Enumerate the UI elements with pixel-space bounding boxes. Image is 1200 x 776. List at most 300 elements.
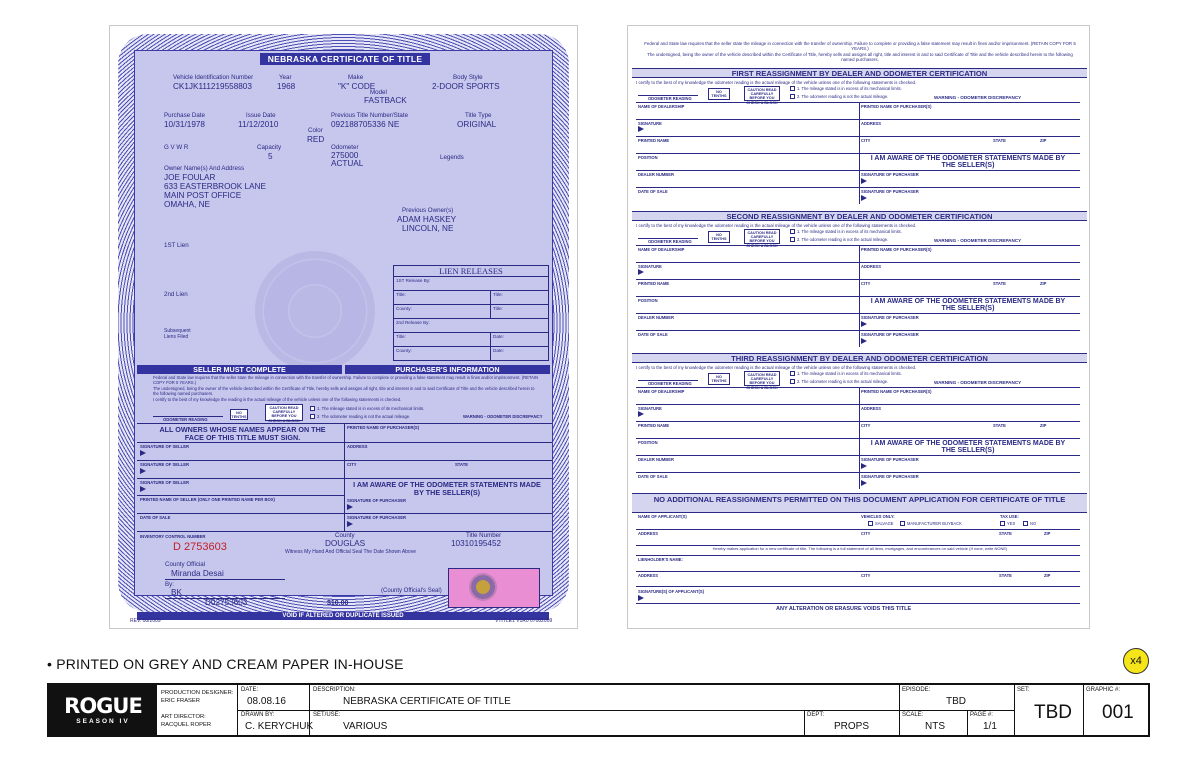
- control-number: D02753603: [205, 598, 248, 607]
- lien-row: [394, 319, 548, 333]
- previous-owner-label: Previous Owner(s): [402, 207, 454, 214]
- statement-2-text: 2. The odometer reading is not the actual mileage.: [797, 237, 889, 242]
- reassignment-header: FIRST REASSIGNMENT BY DEALER AND ODOMETER CERTIFICATION: [632, 68, 1087, 78]
- capacity-value: 5: [268, 152, 273, 161]
- divider: [636, 404, 1080, 405]
- sign-arrow-icon: [347, 521, 353, 527]
- purchaser-header: PURCHASER'S INFORMATION: [345, 365, 550, 374]
- statement-1-checkbox[interactable]: [310, 406, 315, 411]
- signature-purchaser-label: SIGNATURE OF PURCHASER: [347, 498, 407, 503]
- sign-arrow-icon: [861, 338, 867, 344]
- position-label: POSITION: [638, 440, 658, 445]
- divider: [636, 455, 1080, 456]
- zip-label: ZIP: [1040, 138, 1047, 143]
- divider: [859, 102, 860, 204]
- divider: [967, 710, 968, 735]
- signature-purchaser-label-2: SIGNATURE OF PURCHASER: [347, 515, 407, 520]
- caution-box: CAUTION READ CAREFULLY BEFORE YOU: [744, 371, 780, 386]
- divider: [636, 262, 1080, 263]
- form-code: VTITLE1 V1R0 07082009: [495, 618, 553, 624]
- lien-row: [394, 277, 548, 291]
- title-number-label: Title Number: [466, 532, 502, 539]
- legends-label: Legends: [440, 154, 464, 161]
- divider: [636, 586, 1080, 587]
- previous-title-value: 092188705336 NE: [331, 120, 400, 129]
- statement-2-checkbox[interactable]: [790, 379, 795, 384]
- statement-1-text: 1. The mileage stated is in excess of its mechanical limits.: [797, 229, 902, 234]
- inventory-number: D 2753603: [173, 541, 227, 553]
- statement-2: [310, 414, 410, 419]
- divider: [636, 472, 1080, 473]
- divider: [137, 495, 344, 496]
- printed-name-label: PRINTED NAME: [638, 138, 670, 143]
- county-official-label: County Official: [165, 561, 206, 568]
- divider: [636, 387, 1080, 388]
- odometer-value: 275000: [331, 151, 359, 160]
- description-value: NEBRASKA CERTIFICATE OF TITLE: [343, 696, 511, 707]
- odometer-reading-label: ODOMETER READING: [648, 96, 692, 101]
- previous-title-label: Previous Title Number/State: [331, 112, 409, 119]
- owner-label: Owner Name(s) And Address: [164, 165, 245, 172]
- sign-arrow-icon: [638, 126, 644, 132]
- no-text: NO: [1030, 521, 1037, 526]
- lien-cell: Title:: [490, 305, 505, 318]
- lien-city-label: CITY: [861, 573, 871, 578]
- statement-2-text: 2. The odometer reading is not the actual mileage.: [317, 414, 411, 419]
- address-label: ADDRESS: [347, 444, 368, 449]
- application-header: NO ADDITIONAL REASSIGNMENTS PERMITTED ON THIS DOCUMENT APPLICATION FOR CERTIFICATE OF TITLE: [632, 493, 1087, 513]
- divider: [137, 478, 552, 479]
- sign-arrow-icon: [638, 411, 644, 417]
- inventory-label: INVENTORY CONTROL NUMBER: [140, 534, 206, 539]
- statement-1-text: 1. The mileage stated is in excess of its mechanical limits.: [317, 406, 425, 411]
- signature-purchaser-label: SIGNATURE OF PURCHASER: [861, 315, 919, 320]
- previous-owner-line-1: ADAM HASKEY: [397, 215, 457, 224]
- set-use-value: VARIOUS: [343, 721, 388, 732]
- signature-purchaser-label: SIGNATURE OF PURCHASER: [861, 332, 919, 337]
- statement-1-text: 1. The mileage stated is in excess of its mechanical limits.: [797, 371, 902, 376]
- owner-line-4: OMAHA, NE: [164, 200, 210, 209]
- divider: [636, 571, 1080, 572]
- statement-2-text: 2. The odometer reading is not the actual mileage.: [797, 379, 889, 384]
- signature-label: SIGNATURE: [638, 121, 662, 126]
- statement-2-checkbox[interactable]: [790, 94, 795, 99]
- set-value: TBD: [1034, 702, 1072, 723]
- signature-line: [165, 579, 285, 580]
- no-checkbox[interactable]: [1023, 521, 1028, 526]
- dealer-number-label: DEALER NUMBER: [638, 457, 674, 462]
- divider: [636, 170, 1080, 171]
- signature-seller-label-2: SIGNATURE OF SELLER: [140, 462, 190, 467]
- make-label: Make: [348, 74, 364, 81]
- printed-name-purchaser-label: PRINTED NAME OF PURCHASER(S): [347, 425, 420, 430]
- state-label: STATE: [993, 138, 1006, 143]
- printed-name-purchaser-label: PRINTED NAME OF PURCHASER(S): [861, 247, 932, 252]
- signature-label: SIGNATURE: [638, 406, 662, 411]
- signature-purchaser-label: SIGNATURE OF PURCHASER: [861, 457, 919, 462]
- city-label: CITY: [861, 423, 871, 428]
- applicant-zip-label: ZIP: [1044, 531, 1051, 536]
- sign-arrow-icon: [861, 463, 867, 469]
- lien-cell: Date:: [490, 347, 506, 361]
- sign-arrow-icon: [638, 269, 644, 275]
- back-intro-1: Federal and State law requires that the seller state the mileage in connection with the transfer of ownership. Failure to complete or providing a false statement may result in fines and/or imprisonment. (RETAIN COPY FOR 5 YEARS.): [644, 41, 1076, 52]
- drawn-by-label: DRAWN BY:: [241, 712, 275, 718]
- printing-note: • PRINTED ON GREY AND CREAM PAPER IN-HOUSE: [47, 656, 404, 672]
- state-label: STATE: [993, 281, 1006, 286]
- vehicles-only-label: VEHICLES ONLY:: [861, 514, 895, 519]
- dealer-number-label: DEALER NUMBER: [638, 172, 674, 177]
- divider: [636, 136, 1080, 137]
- odometer-status: ACTUAL: [331, 159, 364, 168]
- divider: [636, 187, 1080, 188]
- subsequent-liens-label-1: Subsequent: [164, 328, 191, 334]
- divider: [636, 313, 1080, 314]
- sign-arrow-icon: [861, 480, 867, 486]
- sign-arrow-icon: [638, 595, 644, 601]
- warning-text: WARNING - ODOMETER DISCREPANCY: [934, 238, 1022, 243]
- statement-2: [790, 379, 888, 384]
- county-seal-label: (County Official's Seal): [381, 588, 442, 594]
- body-style-label: Body Style: [453, 74, 483, 81]
- purchase-date-label: Purchase Date: [164, 112, 205, 119]
- witness-text: Witness My Hand And Official Seal The Date Shown Above: [285, 549, 416, 555]
- divider: [1083, 685, 1084, 735]
- fee-value: $10.00: [327, 600, 349, 607]
- owner-line-1: JOE FOULAR: [164, 173, 216, 182]
- title-front-panel: [134, 50, 553, 619]
- divider: [636, 296, 1080, 297]
- owner-line-2: 633 EASTERBROOK LANE: [164, 182, 266, 191]
- statement-1: [310, 406, 424, 411]
- printed-name-label: PRINTED NAME: [638, 281, 670, 286]
- zip-label: ZIP: [1040, 281, 1047, 286]
- lien-address-label: ADDRESS: [638, 573, 659, 578]
- page-value: 1/1: [983, 721, 997, 732]
- statement-1: [790, 86, 902, 91]
- issue-date-label: Issue Date: [246, 112, 276, 119]
- city-label: CITY: [861, 138, 871, 143]
- divider: [636, 330, 1080, 331]
- divider: [636, 555, 1080, 556]
- description-label: DESCRIPTION:: [313, 687, 356, 693]
- salvage-checkbox[interactable]: [868, 521, 873, 526]
- divider: [636, 529, 1080, 530]
- caution-box: CAUTION READ CAREFULLY BEFORE YOU: [744, 229, 780, 244]
- lien-cell: 1ST Release By:: [396, 278, 431, 283]
- issue-date-value: 11/12/2010: [238, 120, 279, 129]
- no-tenths-box: NO TENTHS: [708, 88, 730, 100]
- statement-2: [790, 94, 888, 99]
- address-label: ADDRESS: [861, 121, 882, 126]
- lien-state-label: STATE: [999, 573, 1012, 578]
- city-label: CITY: [347, 462, 357, 467]
- divider: [344, 423, 345, 531]
- nebraska-map-seal: [448, 568, 540, 608]
- year-label: Year: [279, 74, 292, 81]
- city-label: CITY: [861, 281, 871, 286]
- date-label: DATE:: [241, 687, 259, 693]
- warning-text: WARNING - ODOMETER DISCREPANCY: [463, 414, 543, 419]
- yes-text: YES: [1007, 521, 1016, 526]
- void-notice-back: ANY ALTERATION OR ERASURE VOIDS THIS TITLE: [776, 606, 912, 612]
- lien-cell: Title:: [490, 291, 505, 304]
- dealership-label: NAME OF DEALERSHIP: [638, 104, 685, 109]
- warning-text: WARNING - ODOMETER DISCREPANCY: [934, 95, 1022, 100]
- all-owners-notice: ALL OWNERS WHOSE NAMES APPEAR ON THE FACE OF THIS TITLE MUST SIGN.: [159, 425, 326, 442]
- divider: [237, 710, 1014, 711]
- back-intro-2: The undersigned, being the owner of the vehicle described within the Certificate of Title, hereby sells and assigns all right, title and interest in and to said Certificate of Title and the vehicle described herein to the following named purchasers.: [647, 52, 1073, 63]
- drawn-by-value: C. KERYCHUK: [245, 721, 314, 732]
- year-value: 1968: [277, 82, 296, 91]
- no-option: [1023, 521, 1036, 526]
- production-designer-value: ERIC FRASER: [161, 698, 200, 704]
- by-value: BK: [171, 588, 182, 597]
- no-tenths-box: NO TENTHS: [708, 231, 730, 243]
- statement-1-checkbox[interactable]: [790, 371, 795, 376]
- odometer-reading-label: ODOMETER READING: [648, 239, 692, 244]
- statement-1: [790, 229, 902, 234]
- body-style-value: 2-DOOR SPORTS: [432, 82, 500, 91]
- state-seal-watermark: [255, 251, 375, 371]
- signature-seller-label-1: SIGNATURE OF SELLER: [140, 444, 190, 449]
- seller-header: SELLER MUST COMPLETE: [137, 365, 342, 374]
- previous-owner-line-2: LINCOLN, NE: [402, 224, 454, 233]
- caution-box: CAUTION READ CAREFULLY BEFORE YOU CHECK A BLOCK: [265, 404, 303, 421]
- applicant-address-label: ADDRESS: [638, 531, 659, 536]
- logo-main: ROGUE: [64, 694, 142, 718]
- statement-1-checkbox[interactable]: [790, 86, 795, 91]
- signature-applicants-label: SIGNATURE(S) OF APPLICANT(S): [638, 589, 704, 594]
- aware-statement: I AM AWARE OF THE ODOMETER STATEMENTS MADE BY THE SELLER(S): [353, 480, 541, 497]
- dept-label: DEPT:: [807, 712, 825, 718]
- position-label: POSITION: [638, 298, 658, 303]
- lien-row: [394, 333, 548, 347]
- date-of-sale-label: DATE OF SALE: [638, 189, 668, 194]
- certify-text: I certify to the best of my knowledge the odometer reading is the actual mileage of the vehicle unless one of the following statements is checked.: [636, 80, 917, 85]
- signature-purchaser-label: SIGNATURE OF PURCHASER: [861, 172, 919, 177]
- salvage-option: [868, 521, 894, 526]
- color-value: RED: [307, 135, 325, 144]
- certify-text: I certify to the best of my knowledge the odometer reading is the actual mileage of the vehicle unless one of the following statements is checked.: [636, 365, 917, 370]
- buyback-text: MANUFACTURER BUYBACK: [907, 521, 962, 526]
- lien-row: [394, 305, 548, 319]
- production-designer-label: PRODUCTION DESIGNER:: [161, 690, 234, 696]
- no-tenths-box: NO TENTHS: [708, 373, 730, 385]
- model-value: FASTBACK: [364, 96, 407, 105]
- signature-purchaser-label: SIGNATURE OF PURCHASER: [861, 189, 919, 194]
- address-label: ADDRESS: [861, 264, 882, 269]
- sign-arrow-icon: [140, 486, 146, 492]
- revision-label: REV. 08/2009: [130, 618, 161, 624]
- divider: [137, 442, 552, 443]
- model-label: Model: [370, 89, 387, 96]
- vin-label: Vehicle Identification Number: [173, 74, 254, 81]
- vin-value: CK1JK111219558803: [173, 82, 252, 91]
- yes-checkbox[interactable]: [1000, 521, 1005, 526]
- name-applicants-label: NAME OF APPLICANT(S): [638, 514, 687, 519]
- buyback-checkbox[interactable]: [900, 521, 905, 526]
- scale-label: SCALE:: [902, 712, 924, 718]
- make-value: "K" CODE: [338, 82, 376, 91]
- statement-2-checkbox[interactable]: [790, 237, 795, 242]
- episode-value: TBD: [946, 696, 966, 707]
- statement-1-checkbox[interactable]: [790, 229, 795, 234]
- second-lien-label: 2nd Lien: [164, 291, 188, 298]
- lien-releases-box: [393, 265, 549, 361]
- title-type-value: ORIGINAL: [457, 120, 497, 129]
- county-label: County: [335, 532, 355, 539]
- signature-label: SIGNATURE: [638, 264, 662, 269]
- subsequent-liens-label-2: Liens Filed: [164, 334, 189, 340]
- dealer-number-label: DEALER NUMBER: [638, 315, 674, 320]
- divider: [636, 421, 1080, 422]
- divider: [804, 710, 805, 735]
- certify-text: I certify to the best of my knowledge the odometer reading is the actual mileage of the vehicle unless one of the following statements is checked.: [636, 223, 917, 228]
- warning-text: WARNING - ODOMETER DISCREPANCY: [934, 380, 1022, 385]
- set-use-label: SET/USE:: [313, 712, 341, 718]
- divider: [859, 387, 860, 489]
- aware-statement: I AM AWARE OF THE ODOMETER STATEMENTS MADE BY THE SELLER(S): [870, 155, 1066, 170]
- county-official-value: Miranda Desai: [171, 569, 224, 578]
- reassignment-header: THIRD REASSIGNMENT BY DEALER AND ODOMETER CERTIFICATION: [632, 353, 1087, 363]
- title-front-sheet: [109, 25, 578, 629]
- date-of-sale-label: DATE OF SALE: [140, 515, 171, 520]
- applicant-state-label: STATE: [999, 531, 1012, 536]
- odometer-label: Odometer: [331, 144, 359, 151]
- signature-seller-label-3: SIGNATURE OF SELLER: [140, 480, 190, 485]
- lien-row: [394, 291, 548, 305]
- title-back-sheet: [627, 25, 1090, 629]
- void-notice: VOID IF ALTERED OR DUPLICATE ISSUED: [137, 612, 549, 620]
- buyback-option: [900, 521, 962, 526]
- county-value: DOUGLAS: [325, 539, 366, 548]
- divider: [636, 153, 1080, 154]
- date-of-sale-label: DATE OF SALE: [638, 474, 668, 479]
- lien-cell: Title:: [396, 334, 406, 339]
- statement-2-checkbox[interactable]: [310, 414, 315, 419]
- dealership-label: NAME OF DEALERSHIP: [638, 389, 685, 394]
- no-tenths-box: NO TENTHS: [231, 411, 247, 420]
- episode-label: EPISODE:: [902, 687, 931, 693]
- divider: [1014, 685, 1015, 735]
- lien-cell: Date:: [490, 333, 506, 346]
- quantity-badge: x4: [1123, 648, 1149, 674]
- sign-arrow-icon: [140, 468, 146, 474]
- lien-cell: 2nd Release By:: [396, 320, 430, 325]
- statement-2-text: 2. The odometer reading is not the actual mileage.: [797, 94, 889, 99]
- state-label: STATE: [993, 423, 1006, 428]
- caution-box: CAUTION READ CAREFULLY BEFORE YOU: [744, 86, 780, 101]
- title-block: [47, 683, 1150, 737]
- seal-icon: [469, 573, 497, 601]
- divider: [636, 119, 1080, 120]
- odometer-reading-label: ODOMETER READING: [648, 381, 692, 386]
- zip-label: ZIP: [1040, 423, 1047, 428]
- yes-option: [1000, 521, 1015, 526]
- by-label: By:: [165, 581, 174, 588]
- lien-cell: County:: [396, 348, 412, 353]
- art-director-label: ART DIRECTOR:: [161, 714, 206, 720]
- lien-releases-title: LIEN RELEASES: [394, 266, 548, 277]
- dept-value: PROPS: [834, 721, 870, 732]
- sign-arrow-icon: [861, 178, 867, 184]
- reassignment-header: SECOND REASSIGNMENT BY DEALER AND ODOMETER CERTIFICATION: [632, 211, 1087, 221]
- applicant-city-label: CITY: [861, 531, 871, 536]
- divider: [137, 513, 552, 514]
- logo-sub: SEASON IV: [76, 718, 130, 725]
- set-label: SET:: [1017, 687, 1030, 693]
- divider: [137, 460, 552, 461]
- undersigned-text: The undersigned, being the owner of the vehicle described within the Certificate of Title, hereby sells and assigns all right, title and interest in and to said Certificate of Title and the vehicle described herein to the following named purchasers.: [153, 386, 535, 396]
- tax-use-label: TAX USE:: [1000, 514, 1019, 519]
- divider: [636, 279, 1080, 280]
- divider: [859, 245, 860, 347]
- salvage-text: SALVAGE: [875, 521, 894, 526]
- purchase-date-value: 10/31/1978: [164, 120, 205, 129]
- graphic-value: 001: [1102, 702, 1134, 723]
- aware-statement: I AM AWARE OF THE ODOMETER STATEMENTS MADE BY THE SELLER(S): [870, 298, 1066, 313]
- signature-purchaser-label: SIGNATURE OF PURCHASER: [861, 474, 919, 479]
- address-label: ADDRESS: [861, 406, 882, 411]
- owner-line-3: MAIN POST OFFICE: [164, 191, 242, 200]
- show-logo: [49, 685, 157, 735]
- statement-1-text: 1. The mileage stated is in excess of its mechanical limits.: [797, 86, 902, 91]
- odometer-reading-label: ODOMETER READING: [163, 417, 208, 422]
- first-lien-label: 1ST Lien: [164, 242, 189, 249]
- position-label: POSITION: [638, 155, 658, 160]
- divider: [636, 603, 1080, 604]
- lien-cell: County:: [396, 306, 412, 311]
- law-text: Federal and State law requires that the seller state the mileage in connection with the transfer of ownership. Failure to complete or providing a false statement may result in fines and/or imprisonment. (RETAIN COPY FOR 5 YEARS.): [153, 375, 539, 385]
- dealership-label: NAME OF DEALERSHIP: [638, 247, 685, 252]
- lien-cell: Title:: [396, 292, 406, 297]
- sign-arrow-icon: [140, 450, 146, 456]
- art-director-value: RACQUEL ROPER: [161, 722, 212, 728]
- divider: [636, 245, 1080, 246]
- statement-2: [790, 237, 888, 242]
- certify-text: I certify to the best of my knowledge the reading is the actual mileage of the vehicle unless one of the following statements is checked.: [153, 397, 402, 402]
- date-value: 08.08.16: [247, 696, 286, 707]
- lien-zip-label: ZIP: [1044, 573, 1051, 578]
- divider: [636, 438, 1080, 439]
- title-number-value: 10310195452: [451, 539, 502, 548]
- sign-arrow-icon: [347, 504, 353, 510]
- sign-arrow-icon: [861, 195, 867, 201]
- printed-name-seller-label: PRINTED NAME OF SELLER (ONLY ONE PRINTED NAME PER BOX): [140, 497, 275, 502]
- lien-row: [394, 347, 548, 361]
- gvwr-label: G V W R: [164, 144, 189, 151]
- sign-arrow-icon: [861, 321, 867, 327]
- capacity-label: Capacity: [257, 144, 282, 151]
- divider: [636, 102, 1080, 103]
- lienholder-label: LIENHOLDER'S NAME:: [638, 557, 683, 562]
- color-label: Color: [308, 127, 323, 134]
- hereby-text: Hereby makes application for a new certificate of title. The following is a full statement of all liens, mortgages, and encumbrances on said vehicle (If none, write NONE): [712, 546, 1008, 551]
- statement-1: [790, 371, 902, 376]
- printed-name-label: PRINTED NAME: [638, 423, 670, 428]
- printed-name-purchaser-label: PRINTED NAME OF PURCHASER(S): [861, 389, 932, 394]
- state-label: STATE: [455, 462, 469, 467]
- date-of-sale-label: DATE OF SALE: [638, 332, 668, 337]
- aware-statement: I AM AWARE OF THE ODOMETER STATEMENTS MADE BY THE SELLER(S): [870, 440, 1066, 455]
- scale-value: NTS: [925, 721, 945, 732]
- front-title: NEBRASKA CERTIFICATE OF TITLE: [260, 53, 430, 65]
- title-type-label: Title Type: [465, 112, 492, 119]
- page-label: PAGE #:: [970, 712, 993, 718]
- graphic-label: GRAPHIC #:: [1086, 687, 1121, 693]
- printed-name-purchaser-label: PRINTED NAME OF PURCHASER(S): [861, 104, 932, 109]
